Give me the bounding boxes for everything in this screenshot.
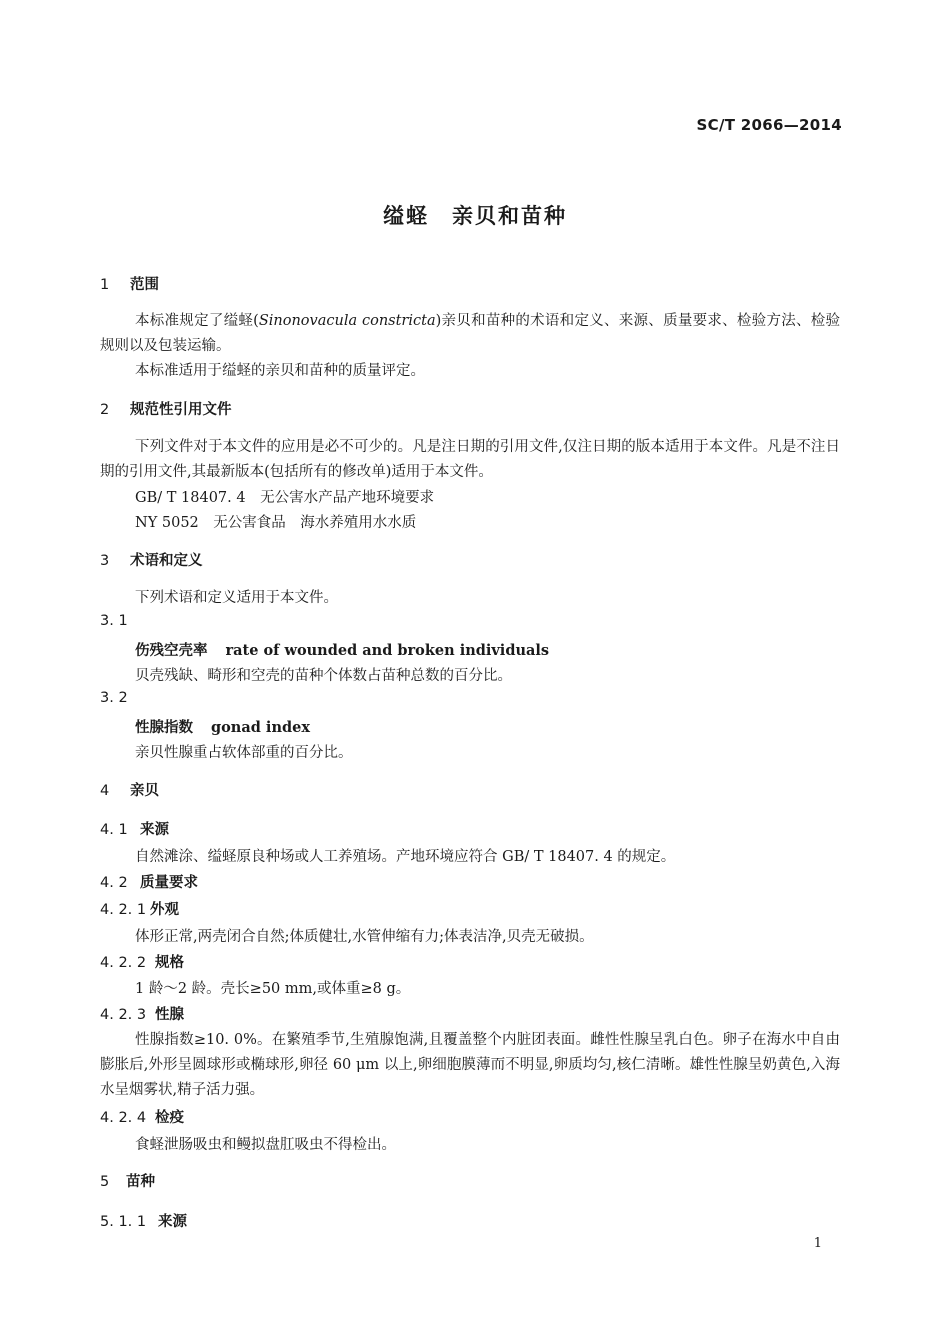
scope-text-post: )亲贝和苗种的术语和定义、来源、质量要求、检验方法、检验规则以及包装运输。 — [100, 313, 841, 354]
term-3-2-heading — [135, 716, 310, 737]
gonad-text: 性腺指数≥10. 0%。在繁殖季节,生殖腺饱满,且覆盖整个内脏团表面。雌性性腺呈乳白色。卵子在海水中自由膨胀后,外形呈圆球形或椭球形,卵径 60 μm 以上,卵细胞膜薄而不明显,卵质均匀,核仁清晰。雄性性腺呈奶黄色,入海水呈烟雾状,精子活力强。 — [100, 1032, 840, 1098]
subsection-title: 来源 — [158, 1214, 187, 1230]
section-title: 范围 — [130, 277, 159, 293]
subsection-title: 来源 — [140, 822, 169, 838]
section-number: 2 — [100, 402, 110, 418]
subsection-4-1-heading — [100, 818, 169, 839]
section-title: 苗种 — [126, 1174, 155, 1190]
term-chinese: 伤残空壳率 — [135, 643, 208, 659]
term-english: gonad index — [211, 719, 310, 736]
subsection-number: 4. 2. 4 — [100, 1110, 147, 1126]
section-1-heading — [100, 273, 159, 294]
term-3-2-number: 3. 2 — [100, 690, 128, 706]
section-3-heading — [100, 549, 203, 570]
scope-paragraph — [100, 309, 840, 359]
section-title: 规范性引用文件 — [130, 402, 232, 418]
subsection-number: 4. 2. 3 — [100, 1007, 147, 1023]
term-3-1-number: 3. 1 — [100, 613, 128, 629]
section-number: 5 — [100, 1174, 110, 1190]
quarantine-text: 食蛏泄肠吸虫和鳗拟盘肛吸虫不得检出。 — [135, 1137, 396, 1153]
subsection-5-1-1-heading — [100, 1210, 187, 1231]
subsection-title: 性腺 — [155, 1007, 184, 1023]
subsection-title: 检疫 — [155, 1110, 184, 1126]
subsection-title: 规格 — [155, 955, 184, 971]
reference-item-1: GB/ T 18407. 4 无公害水产品产地环境要求 — [135, 490, 435, 506]
subsection-number: 4. 1 — [100, 822, 128, 838]
source-text: 自然滩涂、缢蛏原良种场或人工养殖场。产地环境应符合 GB/ T 18407. 4 的规定。 — [135, 849, 676, 865]
section-4-heading — [100, 779, 159, 800]
subsection-number: 5. 1. 1 — [100, 1214, 147, 1230]
section-2-heading — [100, 398, 232, 419]
document-title: 缢蛏 亲贝和苗种 — [383, 204, 567, 228]
specification-text: 1 龄～2 龄。壳长≥50 mm,或体重≥8 g。 — [135, 981, 411, 997]
subsection-title: 外观 — [150, 902, 179, 918]
term-3-1-definition: 贝壳残缺、畸形和空壳的苗种个体数占苗种总数的百分比。 — [135, 668, 512, 684]
section-5-heading — [100, 1170, 155, 1191]
subsection-4-2-2-heading — [100, 951, 184, 972]
standard-code: SC/T 2066—2014 — [696, 116, 842, 134]
term-english: rate of wounded and broken individuals — [225, 642, 550, 659]
term-chinese: 性腺指数 — [135, 720, 193, 736]
subsection-4-2-3-heading — [100, 1003, 184, 1024]
appearance-text: 体形正常,两壳闭合自然;体质健壮,水管伸缩有力;体表洁净,贝壳无破损。 — [135, 929, 594, 945]
subsection-title: 质量要求 — [140, 875, 198, 891]
subsection-4-2-1-heading — [100, 898, 179, 919]
subsection-number: 4. 2. 1 — [100, 902, 147, 918]
normative-references-intro: 下列文件对于本文件的应用是必不可少的。凡是注日期的引用文件,仅注日期的版本适用于本文件。凡是不注日期的引用文件,其最新版本(包括所有的修改单)适用于本文件。 — [100, 439, 840, 480]
section-title: 亲贝 — [130, 783, 159, 799]
section-number: 4 — [100, 783, 110, 799]
section-number: 3 — [100, 553, 110, 569]
subsection-4-2-heading — [100, 871, 198, 892]
scope-applicability: 本标准适用于缢蛏的亲贝和苗种的质量评定。 — [135, 363, 425, 379]
term-3-1-heading — [135, 639, 549, 660]
scope-text-pre: 本标准规定了缢蛏( — [135, 313, 259, 329]
reference-item-2: NY 5052 无公害食品 海水养殖用水水质 — [135, 515, 417, 531]
section-number: 1 — [100, 277, 110, 293]
subsection-number: 4. 2 — [100, 875, 128, 891]
subsection-number: 4. 2. 2 — [100, 955, 147, 971]
subsection-4-2-4-heading — [100, 1106, 184, 1127]
page-number: 1 — [813, 1236, 822, 1251]
term-3-2-definition: 亲贝性腺重占软体部重的百分比。 — [135, 745, 353, 761]
terms-intro: 下列术语和定义适用于本文件。 — [135, 590, 338, 606]
scientific-name: Sinonovacula constricta — [258, 313, 436, 329]
section-title: 术语和定义 — [130, 553, 203, 569]
